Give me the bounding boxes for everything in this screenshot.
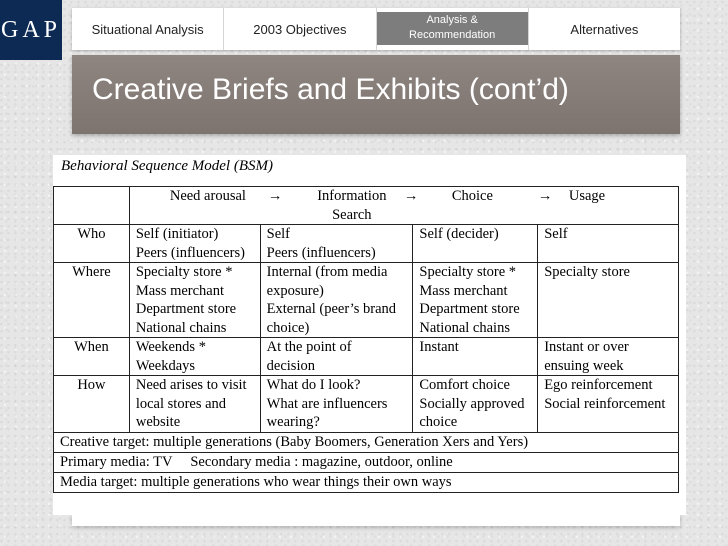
stage-usage: Usage	[568, 188, 606, 204]
stages-row	[54, 187, 679, 225]
bsm-cell	[129, 338, 260, 376]
cell-line: What do I look?	[266, 377, 361, 393]
tab-label: Analysis & Recommendation	[377, 12, 528, 45]
cell-line: Specialty store *	[135, 264, 233, 280]
cell-line: Peers (influencers)	[266, 244, 376, 261]
stage-need-arousal: Need arousal	[169, 188, 246, 204]
cell-line: local stores and	[135, 395, 227, 412]
cell-line: Weekends *	[135, 339, 206, 355]
cell-line: Socially approved	[419, 395, 525, 412]
tab-label: 2003 Objectives	[253, 21, 347, 37]
cell-line: ensuing week	[544, 357, 624, 374]
cell-line: Mass merchant	[135, 282, 225, 299]
cell-line: Social reinforcement	[544, 395, 666, 412]
tab-alternatives[interactable]	[529, 8, 680, 50]
cell-line: Instant or over	[544, 339, 629, 355]
footer-note: Media target: multiple generations who wear things their own ways	[54, 472, 679, 492]
exhibit-panel	[53, 155, 686, 515]
cell-line: Instant	[419, 339, 459, 355]
cell-line: Self (decider)	[419, 226, 499, 242]
cell-line: Comfort choice	[419, 377, 510, 393]
bsm-row-how	[54, 376, 679, 433]
section-nav	[72, 8, 680, 50]
bsm-row-when	[54, 338, 679, 376]
bsm-cell	[413, 338, 538, 376]
footer-row	[54, 432, 679, 452]
bsm-cell	[260, 263, 413, 338]
bsm-cell	[538, 376, 679, 433]
cell-line: Self (initiator)	[135, 226, 219, 242]
cell-line: Self	[266, 226, 291, 242]
exhibit-caption: Behavioral Sequence Model (BSM)	[61, 158, 273, 174]
bsm-cell	[538, 263, 679, 338]
bsm-table	[53, 186, 679, 493]
tab-analysis-recommendation[interactable]	[377, 8, 529, 50]
bsm-cell	[129, 376, 260, 433]
footer-note: Primary media: TV Secondary media : magazine, outdoor, online	[54, 452, 679, 472]
bsm-cell	[260, 225, 413, 263]
cell-line: Internal (from media	[266, 264, 388, 280]
row-header: When	[54, 338, 130, 376]
cell-line: External (peer’s brand	[266, 301, 397, 317]
row-header: Who	[54, 225, 130, 263]
bsm-cell	[260, 338, 413, 376]
cell-line: Self	[544, 226, 568, 242]
cell-line: Ego reinforcement	[544, 377, 653, 393]
cell-line: Need arises to visit	[135, 377, 247, 393]
bsm-cell	[413, 376, 538, 433]
cell-line: Department store	[419, 301, 520, 317]
arrow-icon: →	[537, 188, 553, 204]
cell-line: Department store	[135, 301, 237, 317]
slide-title: Creative Briefs and Exhibits (cont’d)	[92, 73, 569, 106]
cell-line: decision	[266, 357, 315, 374]
stage-choice: Choice	[451, 188, 493, 204]
bsm-cell	[413, 225, 538, 263]
bsm-row-where	[54, 263, 679, 338]
stages-cell	[129, 187, 678, 225]
footer-row	[54, 472, 679, 492]
row-header: How	[54, 376, 130, 433]
bsm-row-who	[54, 225, 679, 263]
cell-line: Mass merchant	[419, 282, 508, 299]
cell-line: website	[135, 414, 181, 430]
footer-note: Creative target: multiple generations (Baby Boomers, Generation Xers and Yers)	[54, 432, 679, 452]
footer-row	[54, 452, 679, 472]
bsm-cell	[413, 263, 538, 338]
row-header: Where	[54, 263, 130, 338]
cell-line: Peers (influencers)	[135, 244, 245, 261]
arrow-icon: →	[403, 188, 419, 204]
cell-line: Weekdays	[135, 357, 196, 374]
cell-line: exposure)	[266, 282, 324, 299]
cell-line: At the point of	[266, 339, 352, 355]
gap-logo: GAP	[0, 0, 62, 60]
bsm-cell	[538, 338, 679, 376]
cell-line: Specialty store	[544, 264, 630, 280]
bsm-cell	[260, 376, 413, 433]
cell-line: National chains	[419, 319, 510, 336]
cell-line: choice	[419, 414, 458, 430]
corner-cell	[54, 187, 130, 225]
tab-label: Alternatives	[570, 21, 639, 37]
cell-line: Specialty store *	[419, 264, 517, 280]
bsm-cell	[538, 225, 679, 263]
cell-line: What are influencers	[266, 395, 388, 412]
stage-information-search: Information Search	[317, 188, 387, 223]
tab-2003-objectives[interactable]	[224, 8, 376, 50]
tab-label: Situational Analysis	[91, 21, 204, 37]
cell-line: choice)	[266, 319, 310, 336]
bsm-cell	[129, 263, 260, 338]
cell-line: wearing?	[266, 414, 320, 430]
bsm-cell	[129, 225, 260, 263]
title-bar	[72, 55, 680, 134]
tab-situational-analysis[interactable]	[72, 8, 224, 50]
arrow-icon: →	[267, 188, 283, 204]
cell-line: National chains	[135, 319, 227, 336]
